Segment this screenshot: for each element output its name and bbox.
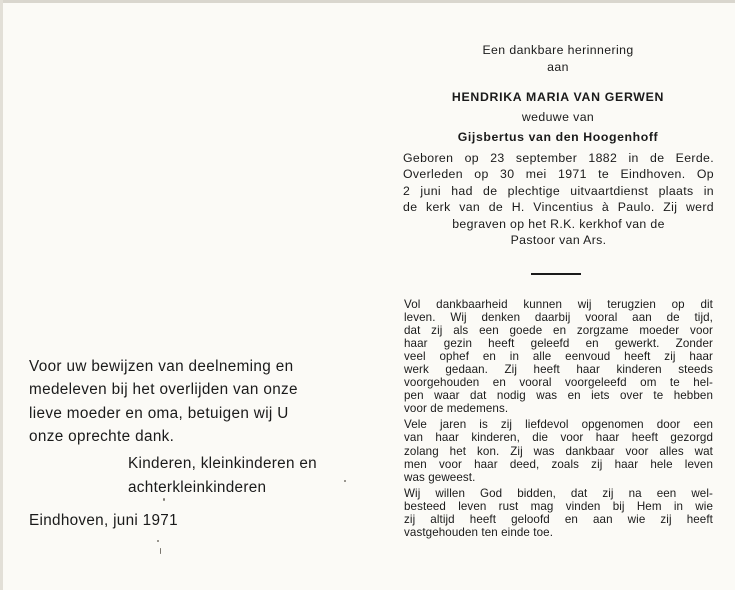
paper-speck — [160, 548, 161, 554]
text-line: Vele jaren is zij liefdevol opgenomen door een — [404, 418, 713, 432]
bio-line: Pastoor van Ars. — [510, 233, 607, 248]
memorial-text — [404, 298, 713, 539]
bio-line: 2 juni had de plechtige uitvaartdienst plaats in — [403, 183, 714, 198]
thanks-line: medeleven bij het overlijden van onze — [29, 381, 298, 399]
intro-text: Een dankbare herinnering — [482, 43, 634, 57]
text-line: zij altijd heeft geloofd en aan wie zij heeft — [404, 512, 713, 526]
bio-line: begraven op het R.K. kerkhof van de — [452, 216, 665, 231]
text-line: men voor haar deed, zoals zij haar hele leven — [404, 457, 713, 471]
family-signature — [128, 452, 317, 500]
text-line: veel ophef en in alle eenvoud heeft zij haar — [404, 350, 713, 364]
text-line: pen waar dat nodig was en iets over te hebben — [404, 389, 713, 403]
paper-speck — [163, 498, 165, 501]
text-line: voorgehouden en vooral voorgeleefd om te hel- — [404, 376, 713, 390]
thanks-line: lieve moeder en oma, betuigen wij U — [29, 404, 289, 422]
text-line: Wij willen God bidden, dat zij na een wel- — [404, 486, 713, 500]
text-line: Vol dankbaarheid kunnen wij terugzien op dit — [404, 298, 713, 311]
text-line: dat zij als een goede en zorgzame moeder voor — [404, 324, 713, 338]
section-divider — [531, 273, 581, 275]
text-line: vastgehouden ten einde toe. — [404, 525, 554, 539]
card-top-edge — [0, 0, 735, 3]
bio-line: Geboren op 23 september 1882 in de Eerde. — [403, 151, 714, 165]
text-line: werk gedaan. Zij heeft haar kinderen steeds — [404, 363, 713, 377]
widow-label: weduwe van — [521, 110, 595, 124]
text-line: haar gezin heeft geleefd en gewerkt. Zonder — [404, 337, 713, 351]
paper-speck — [157, 540, 159, 542]
thanks-line: Voor uw bewijzen van deelneming en — [29, 358, 294, 375]
family-line: Kinderen, kleinkinderen en — [128, 455, 317, 472]
thanks-line: onze oprechte dank. — [29, 427, 175, 445]
intro-text-2: aan — [547, 60, 569, 74]
thanks-message — [29, 355, 349, 448]
paper-speck — [344, 480, 346, 482]
bio-line: Overleden op 30 mei 1971 te Eindhoven. Op — [403, 167, 714, 182]
text-line: voor de medemens. — [404, 402, 509, 416]
deceased-name: HENDRIKA MARIA VAN GERWEN — [451, 90, 665, 104]
place-date: Eindhoven, juni 1971 — [29, 512, 178, 529]
text-line: zolang het kon. Zij was dankbaar voor alles wat — [404, 444, 713, 458]
husband-name: Gijsbertus van den Hoogenhoff — [457, 130, 659, 144]
biography — [403, 150, 714, 248]
card-left-edge — [0, 0, 3, 590]
text-line: besteed leven rust mag vinden bij Hem in wie — [404, 499, 713, 513]
bio-line: de kerk van de H. Vincentius à Paulo. Zij werd — [403, 200, 714, 215]
memorial-header — [403, 42, 713, 146]
family-line: achterkleinkinderen — [128, 479, 267, 496]
text-line: van haar kinderen, die voor haar heeft gezorgd — [404, 431, 713, 445]
text-line: leven. Wij denken daarbij vooral aan de tijd, — [404, 311, 713, 325]
text-line: was geweest. — [404, 470, 476, 484]
